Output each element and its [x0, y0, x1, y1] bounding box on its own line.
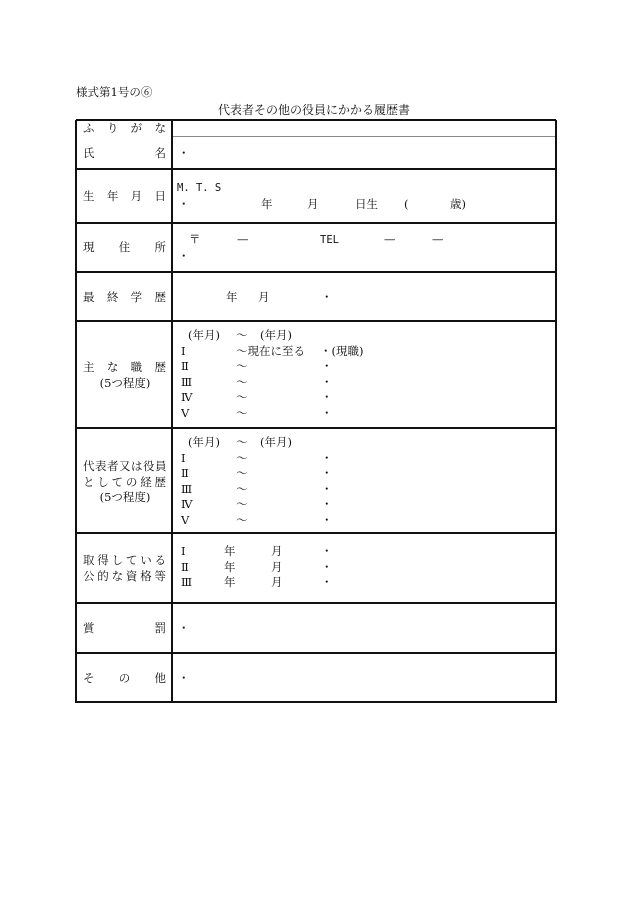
char: な	[154, 121, 166, 135]
label-name	[83, 146, 166, 160]
tel-dash: —	[432, 232, 444, 246]
career-field[interactable]: ・	[321, 390, 333, 404]
career-current: ～現在に至る	[236, 344, 305, 358]
char: な	[106, 360, 119, 374]
char: 生	[83, 189, 95, 203]
officer-tilde: ～	[236, 497, 248, 511]
label-other	[83, 671, 166, 685]
officer-from-header: (年月)	[188, 435, 220, 449]
career-field[interactable]: ・	[321, 406, 333, 420]
char: 他	[154, 671, 166, 685]
char: る	[154, 553, 166, 567]
char: り	[106, 121, 119, 135]
char: 日	[154, 189, 166, 203]
char: 最	[83, 290, 95, 304]
char: 得	[97, 553, 109, 567]
label-career	[83, 360, 166, 374]
char: い	[140, 553, 152, 567]
char: 終	[106, 290, 119, 304]
qual-month: 月	[271, 560, 283, 574]
birth-month: 月	[307, 197, 319, 211]
char: そ	[83, 671, 95, 685]
era-options: M. T. S	[177, 182, 222, 194]
row-divider	[76, 602, 556, 604]
other-field[interactable]: ・	[178, 671, 190, 685]
career-numeral: Ⅴ	[181, 406, 190, 420]
officer-numeral: Ⅳ	[181, 497, 193, 511]
qual-year: 年	[224, 575, 236, 589]
char: 公	[83, 569, 95, 583]
char: 格	[140, 569, 152, 583]
career-numeral: Ⅰ	[181, 344, 186, 358]
char: の	[125, 475, 138, 489]
row-divider	[76, 652, 556, 654]
char: 歴	[154, 360, 166, 374]
career-numeral: Ⅳ	[181, 390, 193, 404]
officer-field[interactable]: ・	[321, 513, 333, 527]
char: 資	[125, 569, 138, 583]
career-tilde-header: ～	[236, 328, 248, 342]
qual-numeral: Ⅲ	[181, 575, 193, 589]
table-border-left	[75, 120, 77, 703]
page-title: 代表者その他の役員にかかる履歴書	[218, 103, 411, 117]
tel-dash: —	[384, 232, 396, 246]
career-tilde: ～	[236, 390, 248, 404]
age-open: (	[404, 197, 409, 211]
officer-field[interactable]: ・	[321, 497, 333, 511]
career-field[interactable]: ・	[321, 375, 333, 389]
char: 歴	[154, 475, 166, 489]
char: 月	[130, 189, 143, 203]
char: し	[97, 475, 109, 489]
char: 歴	[154, 290, 166, 304]
officer-numeral: Ⅱ	[181, 466, 189, 480]
address-field[interactable]: ・	[178, 249, 190, 263]
officer-numeral: Ⅰ	[181, 451, 186, 465]
edu-year: 年	[226, 290, 238, 304]
char: て	[125, 553, 138, 567]
char: な	[111, 569, 124, 583]
char: ふ	[83, 121, 95, 135]
qual-year: 年	[224, 560, 236, 574]
char: 賞	[83, 621, 95, 635]
row-divider	[76, 320, 556, 322]
char: 等	[154, 569, 166, 583]
table-border-right	[555, 120, 557, 703]
officer-field[interactable]: ・	[321, 482, 333, 496]
officer-numeral: Ⅴ	[181, 513, 190, 527]
char: 住	[118, 240, 131, 254]
name-field[interactable]: ・	[178, 146, 190, 160]
label-education	[83, 290, 166, 304]
char: 取	[83, 553, 95, 567]
label-officer-line2	[83, 475, 166, 489]
char: の	[118, 671, 131, 685]
char: 的	[97, 569, 109, 583]
char: 名	[154, 146, 166, 160]
label-award	[83, 621, 166, 635]
label-qual-line2	[83, 569, 166, 583]
label-furigana	[83, 121, 166, 135]
officer-tilde: ～	[236, 466, 248, 480]
char: 現	[83, 240, 95, 254]
career-from-header: (年月)	[188, 328, 220, 342]
career-current-note: ・(現職)	[320, 344, 364, 358]
label-qual-line1	[83, 553, 166, 567]
label-career-note: (5つ程度)	[99, 376, 151, 390]
career-field[interactable]: ・	[321, 359, 333, 373]
row-divider	[76, 222, 556, 224]
char: 罰	[154, 621, 166, 635]
officer-to-header: (年月)	[260, 435, 292, 449]
qual-month: 月	[271, 575, 283, 589]
row-divider	[76, 427, 556, 429]
postal-mark: 〒	[189, 232, 201, 246]
qual-numeral: Ⅰ	[181, 544, 186, 558]
table-border-bottom	[76, 701, 556, 703]
career-tilde: ～	[236, 406, 248, 420]
birth-day: 日生	[355, 197, 378, 211]
officer-tilde-header: ～	[236, 435, 248, 449]
char: 主	[83, 360, 95, 374]
officer-numeral: Ⅲ	[181, 482, 193, 496]
row-divider	[76, 168, 556, 170]
career-tilde: ～	[236, 359, 248, 373]
officer-tilde: ～	[236, 513, 248, 527]
officer-field[interactable]: ・	[321, 451, 333, 465]
qual-field[interactable]: ・	[321, 575, 333, 589]
furigana-divider	[173, 136, 556, 137]
qual-field[interactable]: ・	[321, 544, 333, 558]
qual-year: 年	[224, 544, 236, 558]
label-column-divider	[171, 120, 173, 703]
char: と	[83, 475, 95, 489]
char: 学	[130, 290, 143, 304]
edu-field[interactable]: ・	[321, 290, 333, 304]
char: 経	[140, 475, 152, 489]
label-birthdate	[83, 189, 166, 203]
char: が	[130, 121, 143, 135]
row-divider	[76, 532, 556, 534]
edu-month: 月	[258, 290, 270, 304]
age-label: 歳)	[450, 197, 466, 211]
char: て	[111, 475, 124, 489]
char: し	[111, 553, 124, 567]
career-tilde: ～	[236, 375, 248, 389]
label-address	[83, 240, 166, 254]
award-field[interactable]: ・	[178, 621, 190, 635]
char: 所	[154, 240, 166, 254]
officer-tilde: ～	[236, 451, 248, 465]
birth-field[interactable]: ・	[178, 197, 190, 211]
char: 職	[130, 360, 143, 374]
char: 氏	[83, 146, 95, 160]
career-numeral: Ⅱ	[181, 359, 189, 373]
label-officer-note: (5つ程度)	[99, 490, 151, 504]
tel-label: TEL	[320, 234, 339, 246]
form-number: 様式第1号の⑥	[76, 85, 153, 99]
career-to-header: (年月)	[260, 328, 292, 342]
postal-dash: —	[237, 232, 249, 246]
row-divider	[76, 271, 556, 273]
qual-field[interactable]: ・	[321, 560, 333, 574]
career-numeral: Ⅲ	[181, 375, 193, 389]
char: 年	[106, 189, 119, 203]
label-officer-line1: 代表者又は役員	[83, 459, 167, 473]
qual-numeral: Ⅱ	[181, 560, 189, 574]
officer-tilde: ～	[236, 482, 248, 496]
qual-month: 月	[271, 544, 283, 558]
birth-year: 年	[261, 197, 273, 211]
officer-field[interactable]: ・	[321, 466, 333, 480]
